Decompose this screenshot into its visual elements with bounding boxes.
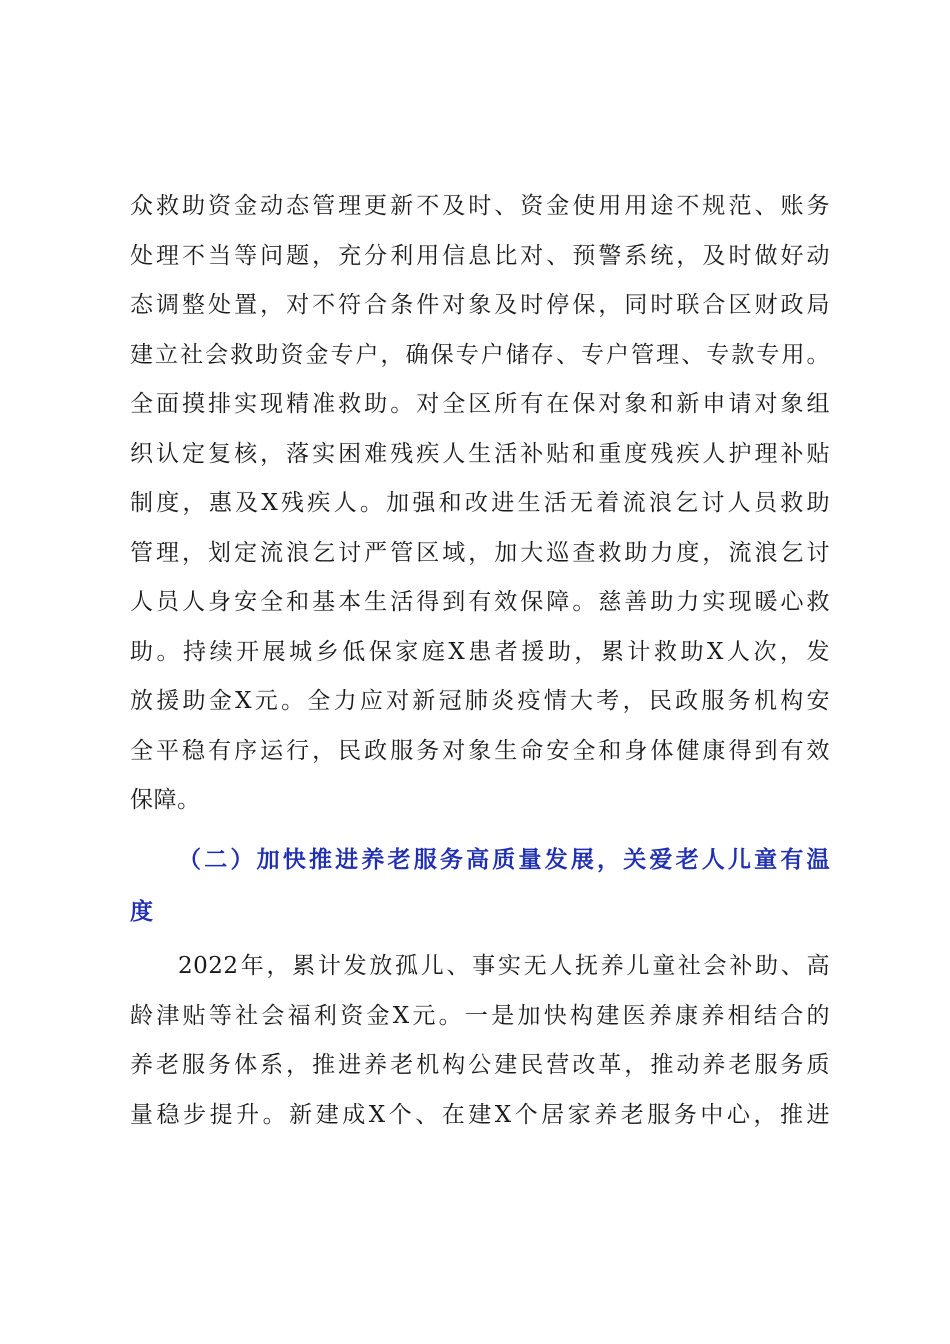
text-line: 众救助资金动态管理更新不及时、资金使用用途不规范、账务 — [130, 193, 830, 219]
text-line: 养老服务体系，推进养老机构公建民营改革，推动养老服务质 — [130, 1052, 830, 1078]
text-line: 全面摸排实现精准救助。对全区所有在保对象和新申请对象组 — [130, 391, 830, 417]
text-line: 助。持续开展城乡低保家庭X患者援助，累计救助X人次，发 — [130, 638, 830, 665]
text-line: 态调整处置，对不符合条件对象及时停保，同时联合区财政局 — [130, 292, 830, 318]
heading-line: 度 — [130, 899, 154, 925]
section-heading — [130, 834, 830, 938]
paragraph-social-assistance — [130, 182, 830, 826]
text-line: 织认定复核，落实困难残疾人生活补贴和重度残疾人护理补贴 — [130, 440, 830, 467]
text-line: 放援助金X元。全力应对新冠肺炎疫情大考，民政服务机构安 — [130, 688, 830, 714]
text-line: 制度，惠及X残疾人。加强和改进生活无着流浪乞讨人员救助 — [130, 490, 830, 516]
text-line: 人员人身安全和基本生活得到有效保障。慈善助力实现暖心救 — [130, 589, 830, 615]
text-line: 2022年，累计发放孤儿、事实无人抚养儿童社会补助、高 — [178, 953, 830, 979]
text-line: 保障。 — [130, 787, 201, 813]
text-line: 管理，划定流浪乞讨严管区域，加大巡查救助力度，流浪乞讨 — [130, 539, 830, 566]
text-line: 量稳步提升。新建成X个、在建X个居家养老服务中心，推进 — [130, 1101, 830, 1128]
paragraph-elderly-services — [130, 942, 830, 1140]
heading-line: （二）加快推进养老服务高质量发展，关爱老人儿童有温 — [178, 847, 830, 873]
text-line: 处理不当等问题，充分利用信息比对、预警系统，及时做好动 — [130, 242, 830, 269]
text-line: 全平稳有序运行，民政服务对象生命安全和身体健康得到有效 — [130, 737, 830, 764]
text-line: 建立社会救助资金专户，确保专户储存、专户管理、专款专用。 — [130, 341, 830, 368]
text-line: 龄津贴等社会福利资金X元。一是加快构建医养康养相结合的 — [130, 1002, 830, 1029]
